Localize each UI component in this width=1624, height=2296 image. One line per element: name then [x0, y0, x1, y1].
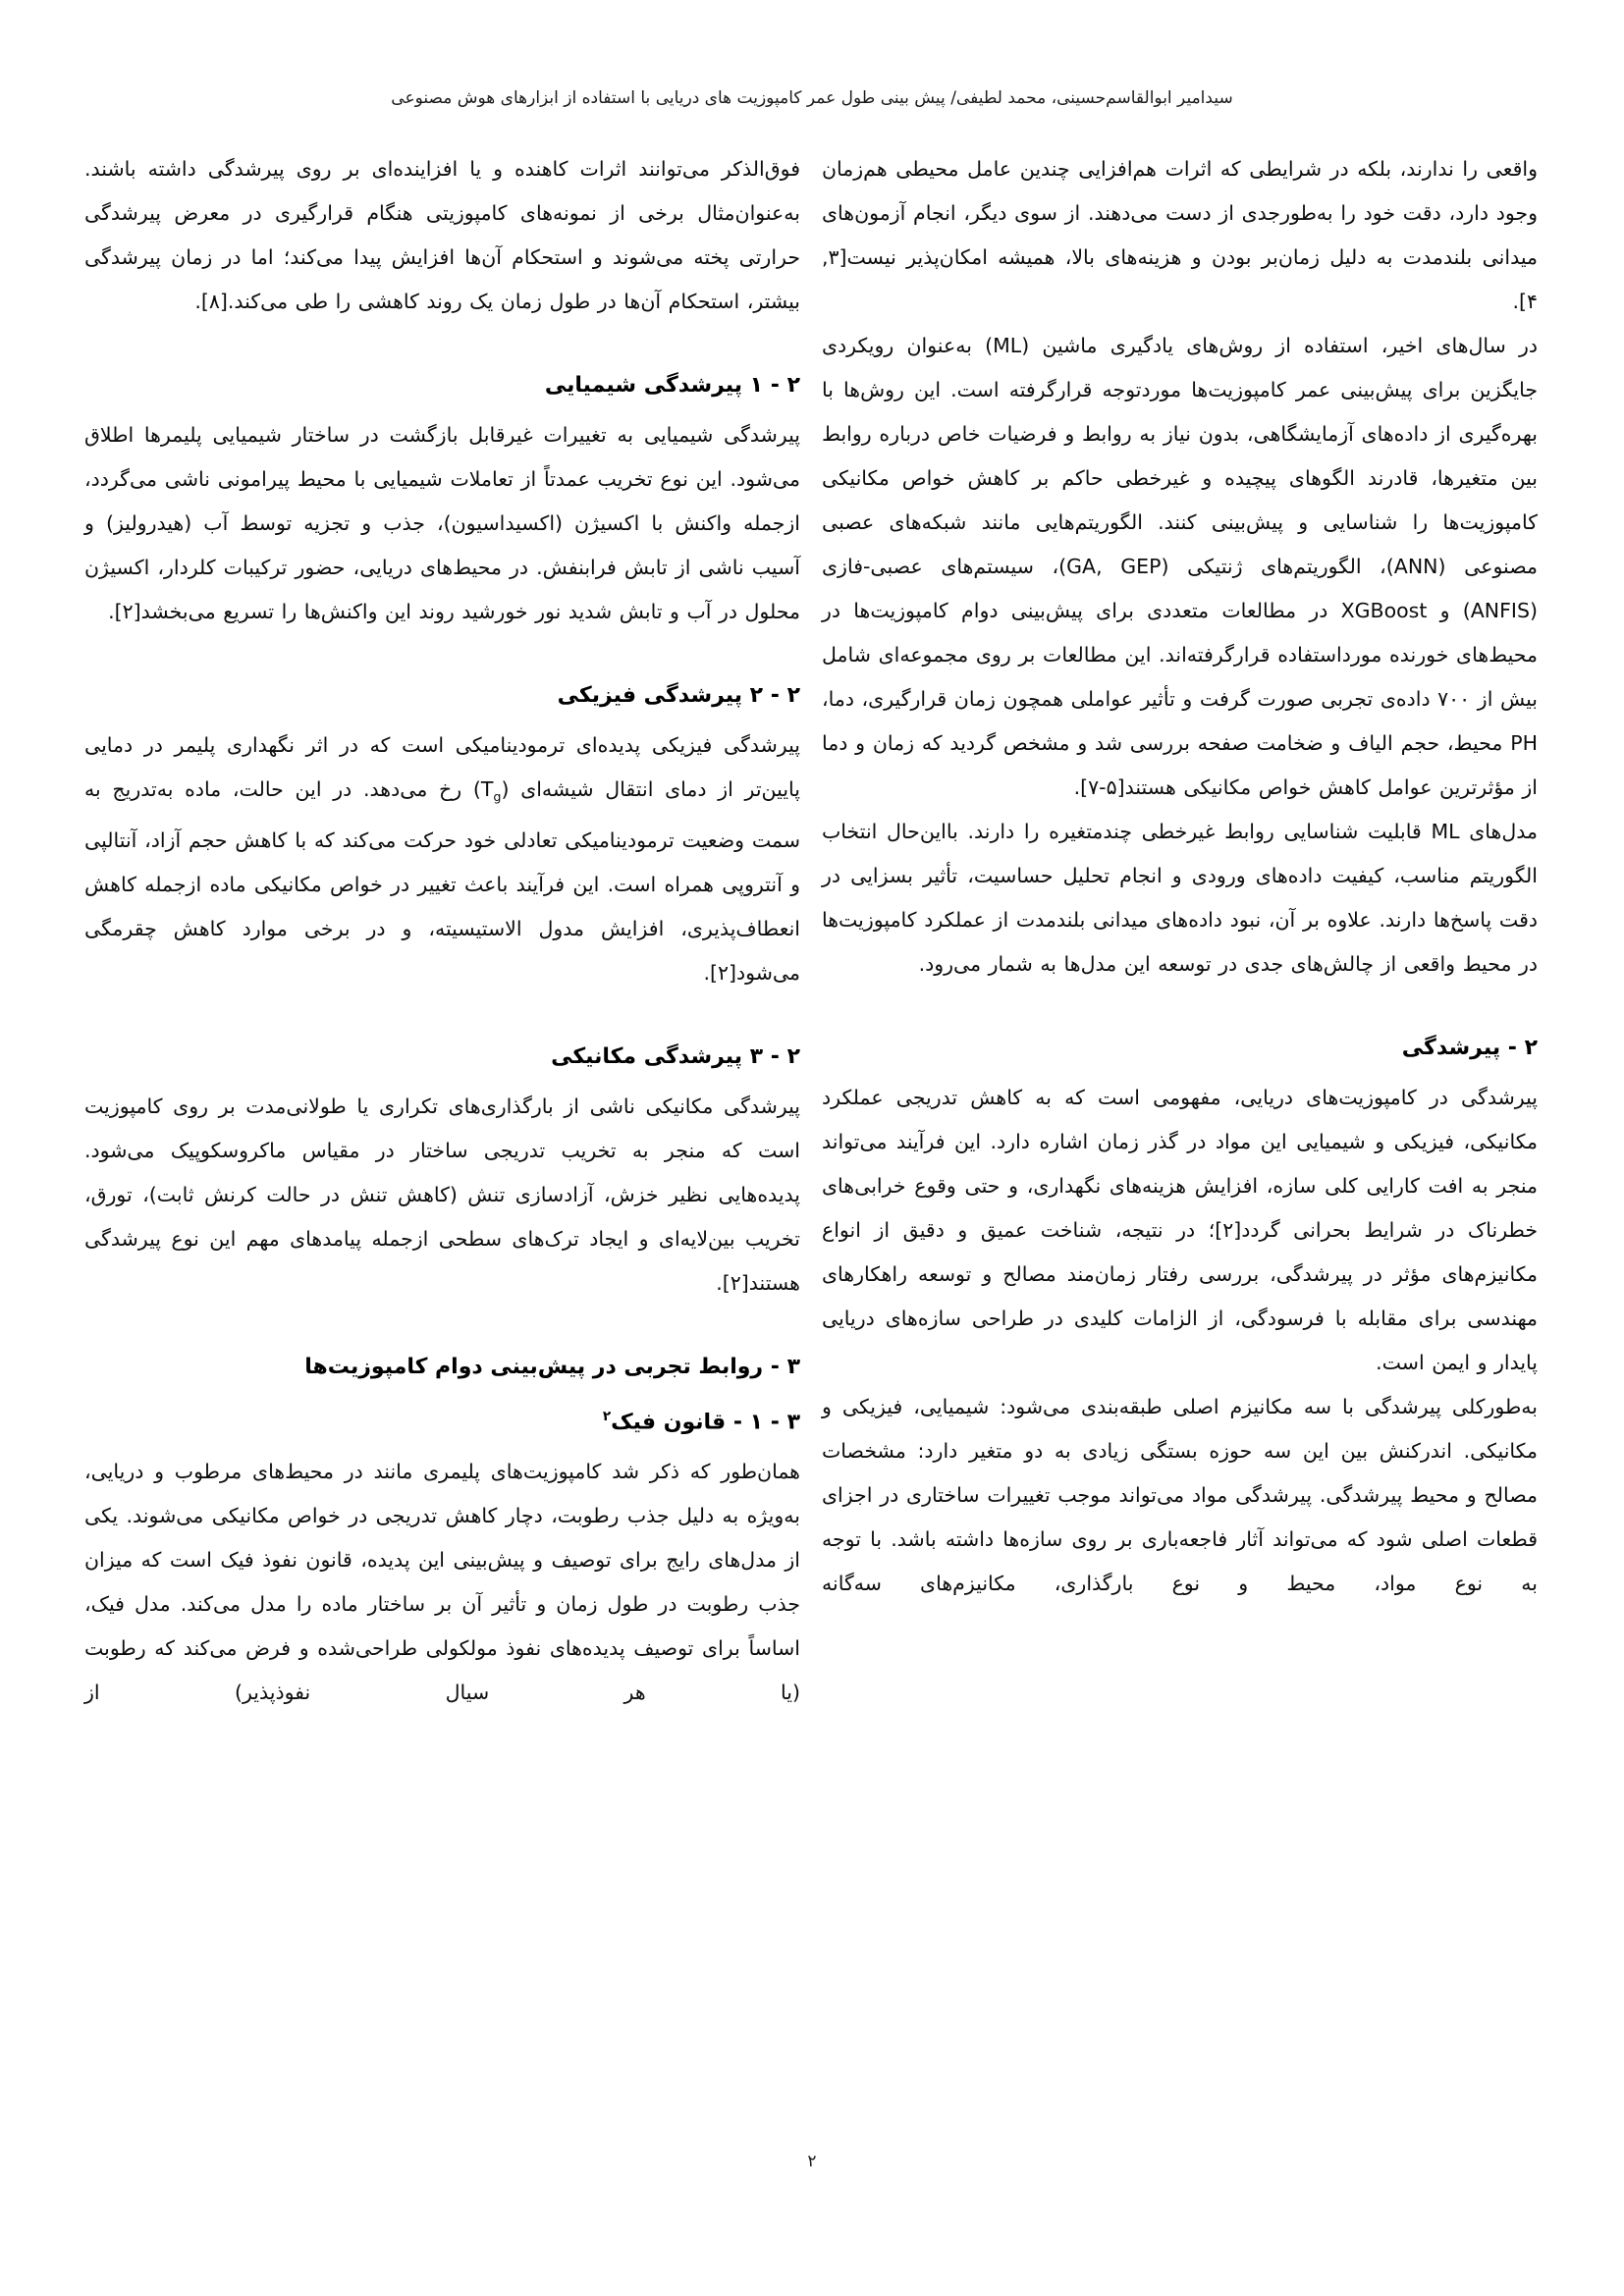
column-right	[822, 147, 1538, 1606]
paragraph-aging-definition: پیرشدگی در کامپوزیت‌های دریایی، مفهومی است که به کاهش تدریجی عملکرد مکانیکی، فیزیکی و شیمیایی این مواد در گذر زمان اشاره دارد. این فرآیند می‌تواند منجر به افت کارایی کلی سازه، افزایش هزینه‌های نگهداری، و حتی وقوع خرابی‌های خطرناک در شرایط بحرانی گردد[۲]؛ در نتیجه، شناخت عمیق و دقیق از انواع مکانیزم‌های مؤثر در پیرشدگی، بررسی رفتار زمان‌مند مصالح و توسعه راهکارهای مهندسی برای مقابله با فرسودگی، از الزامات کلیدی در طراحی سازه‌های دریایی پایدار و ایمن است.	[822, 1086, 1538, 1374]
paragraph-text: پیرشدگی فیزیکی پدیده‌ای ترمودینامیکی است که در اثر نگهداری پلیمر در دمایی پایین‌تر از دمای انتقال شیشه‌ای (T	[84, 733, 800, 801]
paragraph-text: ) رخ می‌دهد. در این حالت، ماده به‌تدریج به سمت وضعیت ترمودینامیکی تعادلی خود حرکت می‌کند که با کاهش حجم آزاد، آنتالپی و آنتروپی همراه است. این فرآیند باعث تغییر در خواص مکانیکی ماده ازجمله کاهش انعطاف‌پذیری، افزایش مدول الاستیسیته، و در برخی موارد کاهش چقرمگی می‌شود[۲].	[84, 777, 800, 986]
paragraph-physical-aging	[84, 723, 800, 995]
paragraph-aging-mechanisms: به‌طورکلی پیرشدگی با سه مکانیزم اصلی طبقه‌بندی می‌شود: شیمیایی، فیزیکی و مکانیکی. اندرکنش بین این سه حوزه بستگی زیادی به دو متغیر دارد: مشخصات مصالح و محیط پیرشدگی. پیرشدگی مواد می‌تواند موجب تغییرات ساختاری در اجزای قطعات اصلی شود که می‌تواند آثار فاجعه‌باری بر روی سازه‌ها داشته باشد. با توجه به نوع مواد، محیط و نوع بارگذاری، مکانیزم‌های سه‌گانه	[822, 1395, 1538, 1595]
paragraph-ml-models: مدل‌های ML قابلیت شناسایی روابط غیرخطی چندمتغیره را دارند. بااین‌حال انتخاب الگوریتم مناسب، کیفیت داده‌های ورودی و انجام تحلیل حساسیت، تأثیر بسزایی در دقت پاسخ‌ها دارند. علاوه بر آن، نبود داده‌های میدانی بلندمدت از عملکرد کامپوزیت‌ها در محیط واقعی از چالش‌های جدی در توسعه این مدل‌ها به شمار می‌رود.	[822, 820, 1538, 976]
paragraph-chemical-aging: پیرشدگی شیمیایی به تغییرات غیرقابل بازگشت در ساختار شیمیایی پلیمرها اطلاق می‌شود. این نوع تخریب عمدتاً از تعاملات شیمیایی با محیط پیرامونی ناشی می‌گردد، ازجمله واکنش با اکسیژن (اکسیداسیون)، جذب و تجزیه توسط آب (هیدرولیز) و آسیب ناشی از تابش فرابنفش. در محیط‌های دریایی، حضور ترکیبات کلردار، اکسیژن محلول در آب و تابش شدید نور خورشید روند این واکنش‌ها را تسریع می‌بخشد[۲].	[84, 423, 800, 623]
paragraph-fick-law: همان‌طور که ذکر شد کامپوزیت‌های پلیمری مانند در محیط‌های مرطوب و دریایی، به‌ویژه به دلیل جذب رطوبت، دچار کاهش تدریجی در خواص مکانیکی می‌شوند. یکی از مدل‌های رایج برای توصیف و پیش‌بینی این پدیده، قانون نفوذ فیک است که میزان جذب رطوبت در طول زمان و تأثیر آن بر ساختار ماده را مدل می‌کند. مدل فیک، اساساً برای توصیف پدیده‌های نفوذ مولکولی طراحی‌شده و فرض می‌کند که رطوبت (یا هر سیال نفوذپذیر) از	[84, 1460, 800, 1705]
column-left	[84, 147, 800, 1715]
paragraph-continuation: فوق‌الذکر می‌توانند اثرات کاهنده و یا افزاینده‌ای بر روی پیرشدگی داشته باشند. به‌عنوان‌مثال برخی از نمونه‌های کامپوزیتی هنگام قرارگیری در معرض پیرشدگی حرارتی پخته می‌شوند و استحکام آن‌ها افزایش پیدا می‌کند؛ اما در زمان پیرشدگی بیشتر، استحکام آن‌ها در طول زمان یک روند کاهشی را طی می‌کند.[۸].	[84, 157, 800, 313]
section-heading-aging: ۲ - پیرشدگی	[1401, 1036, 1538, 1060]
glass-transition-subscript: g	[493, 789, 502, 805]
page-number: ۲	[807, 2152, 817, 2171]
section-heading-mechanical-aging: ۲ - ۳ پیرشدگی مکانیکی	[551, 1044, 800, 1070]
two-column-layout	[84, 147, 1538, 1715]
running-header: سیدامیر ابوالقاسم‌حسینی، محمد لطیفی/ پیش بینی طول عمر کامپوزیت های دریایی با استفاده از ابزارهای هوش مصنوعی	[391, 88, 1233, 108]
section-heading-fick-law	[84, 1395, 800, 1444]
section-heading-physical-aging: ۲ - ۲ پیرشدگی فیزیکی	[557, 683, 800, 708]
heading-text: ۳ - ۱ - قانون فیک	[611, 1410, 800, 1435]
section-heading-empirical-relations: ۳ - روابط تجربی در پیش‌بینی دوام کامپوزیت‌ها	[304, 1355, 800, 1380]
section-heading-chemical-aging: ۲ - ۱ پیرشدگی شیمیایی	[544, 373, 800, 398]
paragraph-mechanical-aging: پیرشدگی مکانیکی ناشی از بارگذاری‌های تکراری یا طولانی‌مدت بر روی کامپوزیت است که منجر به تخریب تدریجی ساختار در مقیاس ماکروسکوپیک می‌شود. پدیده‌هایی نظیر خزش، آزادسازی تنش (کاهش تنش در حالت کرنش ثابت)، تورق، تخریب بین‌لایه‌ای و ایجاد ترک‌های سطحی ازجمله پیامدهای مهم این نوع پیرشدگی هستند[۲].	[84, 1095, 800, 1296]
paragraph-ml-methods: در سال‌های اخیر، استفاده از روش‌های یادگیری ماشین (ML) به‌عنوان رویکردی جایگزین برای پیش‌بینی عمر کامپوزیت‌ها موردتوجه قرارگرفته است. این روش‌ها با بهره‌گیری از داده‌های آزمایشگاهی، بدون نیاز به روابط و فرضیات خاص درباره روابط بین متغیرها، قادرند الگوهای پیچیده و غیرخطی حاکم بر کاهش خواص مکانیکی کامپوزیت‌ها را شناسایی و پیش‌بینی کنند. الگوریتم‌هایی مانند شبکه‌های عصبی مصنوعی (ANN)، الگوریتم‌های ژنتیکی (GA, GEP)، سیستم‌های عصبی-فازی (ANFIS) و XGBoost در مطالعات متعددی برای پیش‌بینی دوام کامپوزیت‌ها در محیط‌های خورنده مورداستفاده قرارگرفته‌اند. این مطالعات بر روی مجموعه‌ای شامل بیش از ۷۰۰ داده‌ی تجربی صورت گرفت و تأثیر عواملی همچون زمان قرارگیری، دما، PH محیط، حجم الیاف و ضخامت صفحه بررسی شد و مشخص گردید که زمان و دما از مؤثرترین عوامل کاهش خواص مکانیکی هستند[۵-۷].	[822, 334, 1539, 799]
paragraph-intro: واقعی را ندارند، بلکه در شرایطی که اثرات هم‌افزایی چندین عامل محیطی هم‌زمان وجود دارد، دقت خود را به‌طورجدی از دست می‌دهند. از سوی دیگر، انجام آزمون‌های میدانی بلندمدت به دلیل زمان‌بر بودن و هزینه‌های بالا، همیشه امکان‌پذیر نیست[۳, ۴].	[822, 157, 1538, 313]
footnote-marker: ۲	[602, 1409, 612, 1425]
